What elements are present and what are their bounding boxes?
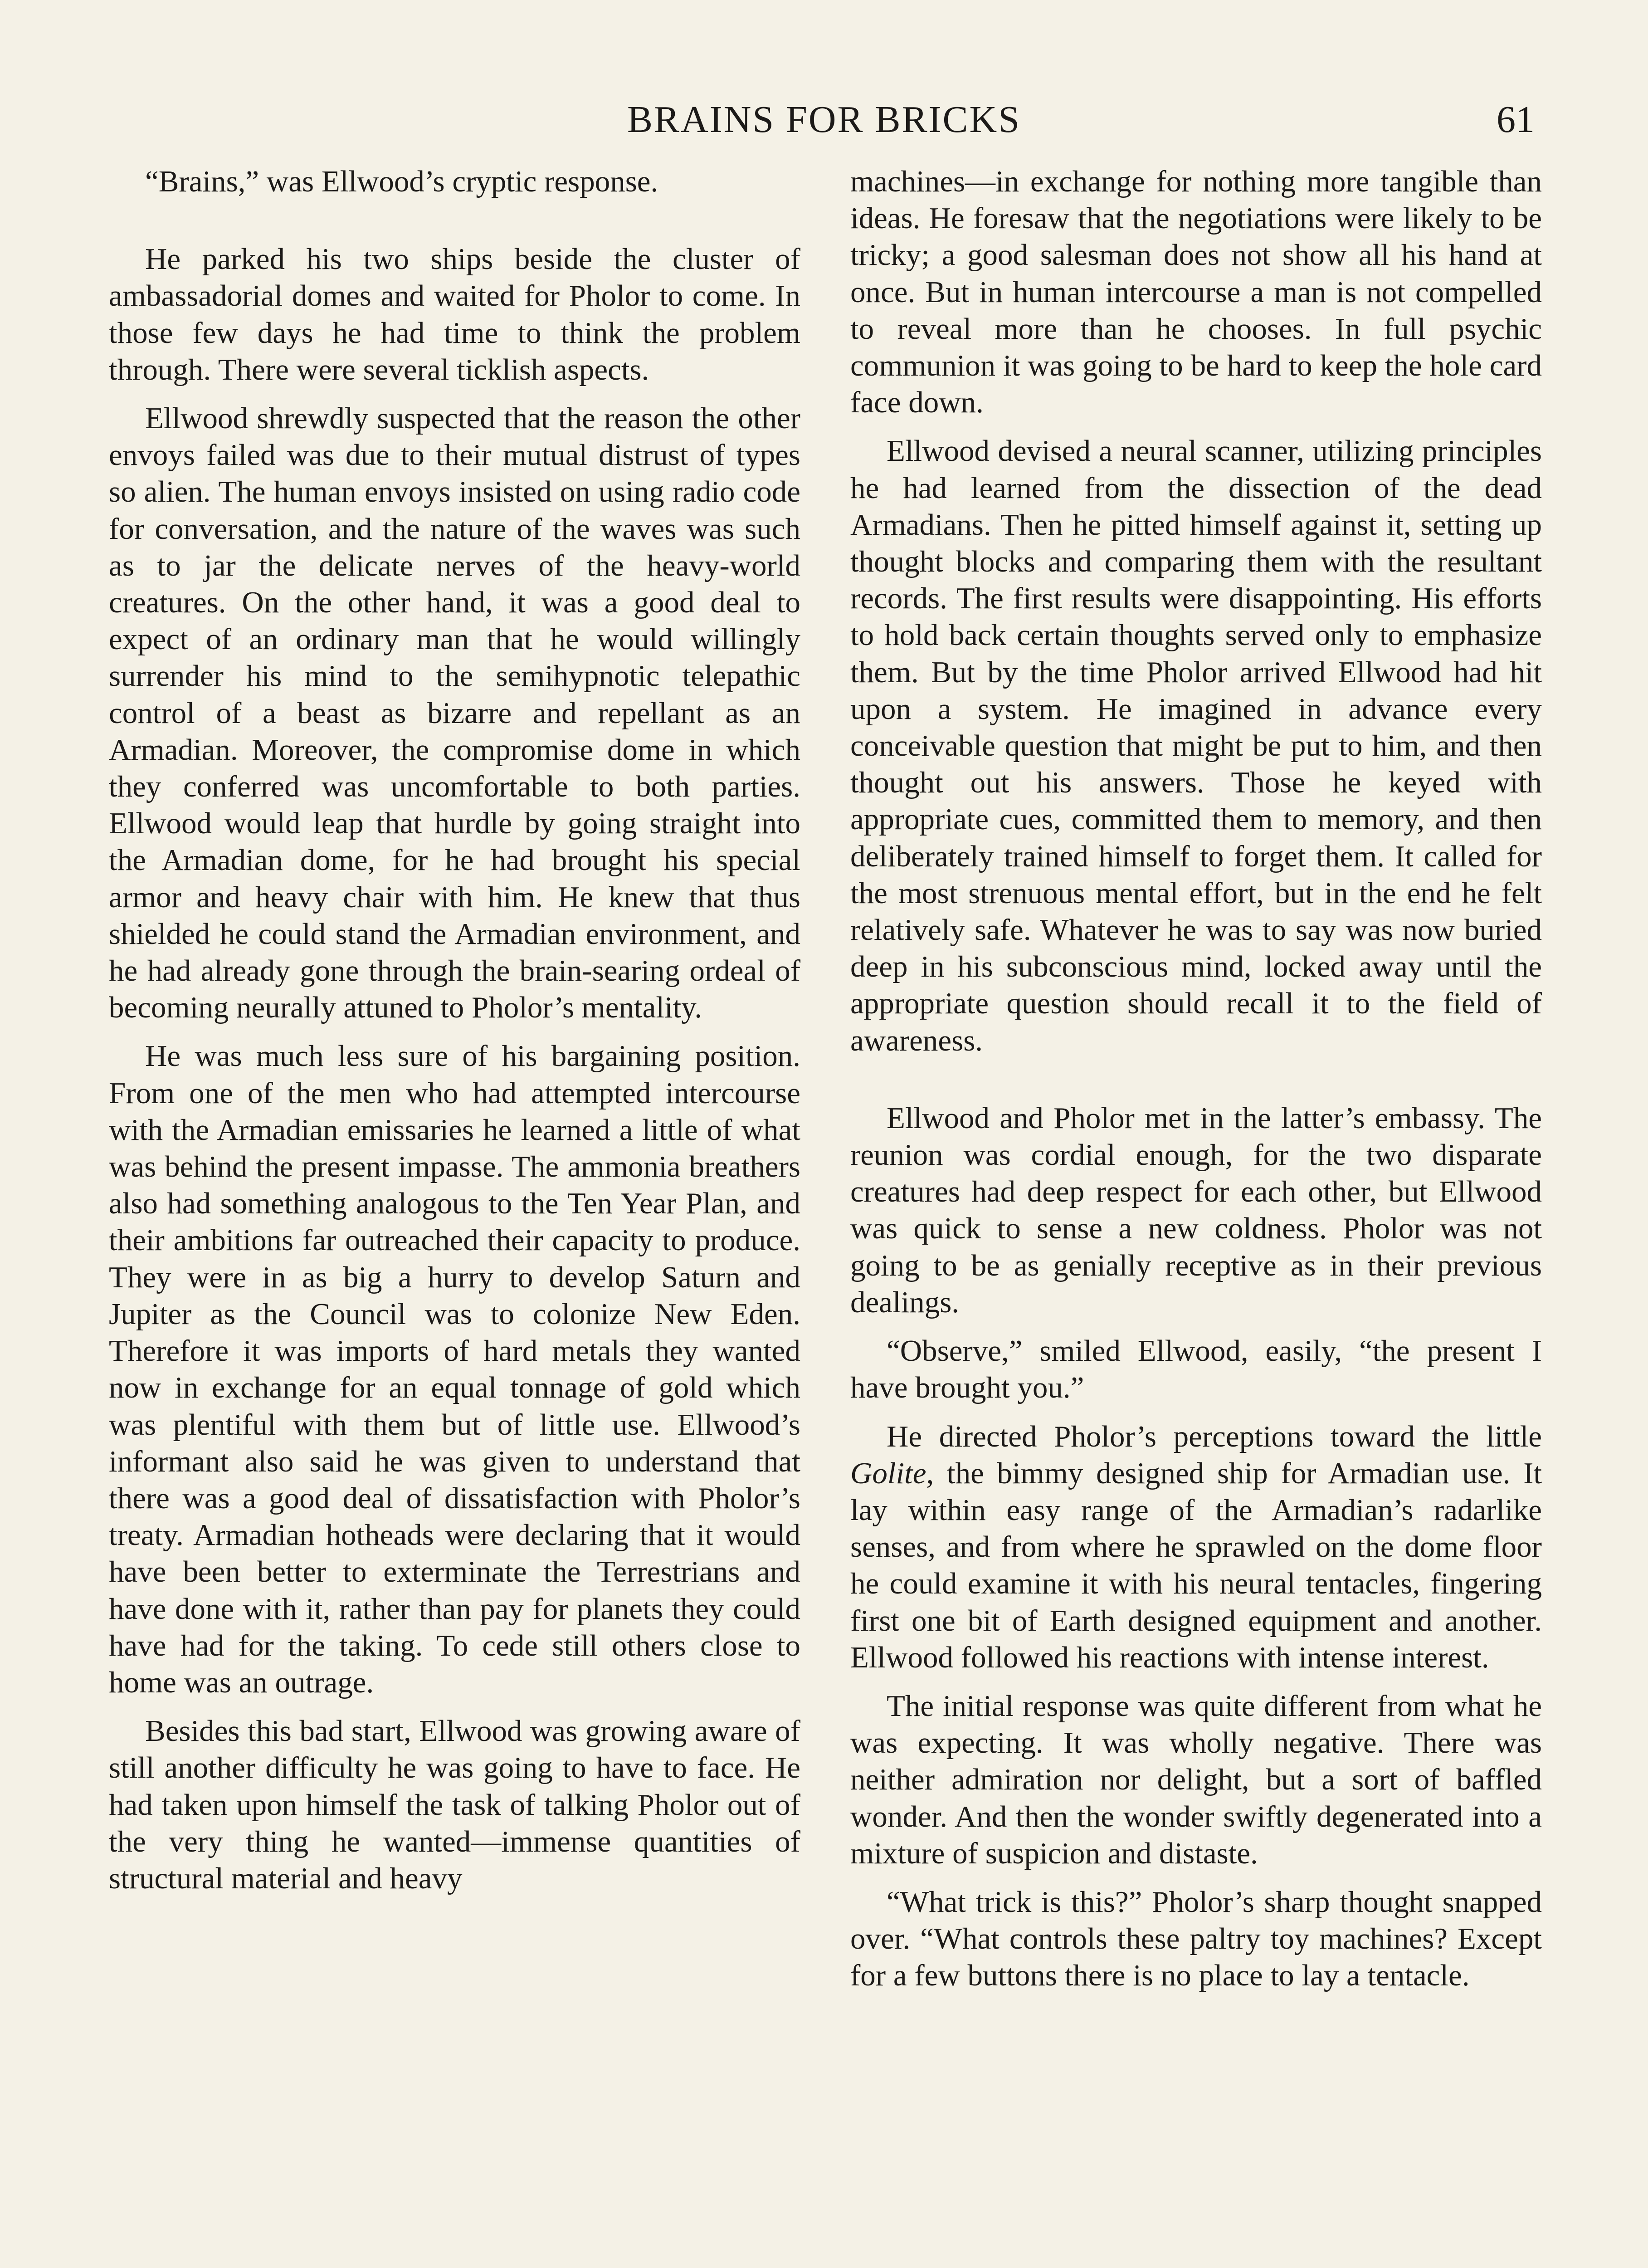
page-number: 61 bbox=[1497, 98, 1535, 141]
page-header bbox=[0, 98, 1648, 152]
paragraph: He was much less sure of his bargaining position. From one of the men who had attempted intercourse with the Armadian emissaries he learned a little of what was behind the present impasse. The ammonia breathers also had something analogous to the Ten Year Plan, and their ambitions far outreached their capacity to produce. They were in as big a hurry to develop Saturn and Jupiter as the Council was to colonize New Eden. Therefore it was imports of hard metals they wanted now in exchange for an equal tonnage of gold which was plentiful with them but of little use. Ellwood’s informant also said he was given to understand that there was a good deal of dissatisfaction with Pholor’s treaty. Armadian hotheads were declaring that it would have been better to exterminate the Terrestrians and have done with it, rather than pay for planets they could have had for the taking. To cede still others close to home was an outrage. bbox=[109, 1039, 800, 1699]
text-span: , the bimmy designed ship for Armadian use. It lay within easy range of the Armadian’s radarlike senses, and from where he sprawled on the dome floor he could examine it with his neural tentacles, fingering first one bit of Earth designed equipment and another. Ellwood followed his reactions with intense interest. bbox=[850, 1456, 1542, 1674]
paragraph: He parked his two ships beside the cluster of ambassadorial domes and waited for Pholor to come. In those few days he had time to think the problem through. There were several ticklish aspects. bbox=[109, 242, 800, 386]
paragraph: Ellwood and Pholor met in the latter’s embassy. The reunion was cordial enough, for the two disparate creatures had deep respect for each other, but Ellwood was quick to sense a new coldness. Pholor was not going to be as genially receptive as in their previous dealings. bbox=[850, 1101, 1542, 1319]
paragraph: Besides this bad start, Ellwood was growing aware of still another difficulty he was going to have to face. He had taken upon himself the task of talking Pholor out of the very thing he wanted—immense quantities of structural material and heavy bbox=[109, 1714, 800, 1895]
right-column bbox=[850, 163, 1542, 2006]
paragraph: Ellwood shrewdly suspected that the reason the other envoys failed was due to their mutual distrust of types so alien. The human envoys insisted on using radio code for conversation, and the nature of the waves was such as to jar the delicate nerves of the heavy-world creatures. On the other hand, it was a good deal to expect of an ordinary man that he would willingly surrender his mind to the semihypnotic telepathic control of a beast as bizarre and repellant as an Armadian. Moreover, the compromise dome in which they conferred was uncomfortable to both parties. Ellwood would leap that hurdle by going straight into the Armadian dome, for he had brought his special armor and heavy chair with him. He knew that thus shielded he could stand the Armadian environment, and he had already gone through the brain-searing ordeal of becoming neurally attuned to Pholor’s mentality. bbox=[109, 401, 800, 1025]
left-column bbox=[109, 163, 800, 1909]
ship-name: Golite bbox=[850, 1456, 926, 1490]
paragraph: Ellwood devised a neural scanner, utilizing principles he had learned from the dissection of the dead Armadians. Then he pitted himself against it, setting up thought blocks and comparing them with the resultant records. The first results were disappointing. His efforts to hold back certain thoughts served only to emphasize them. But by the time Pholor arrived Ellwood had hit upon a system. He imagined in advance every conceivable question that might be put to him, and then thought out his answers. Those he keyed with appropriate cues, committed them to memory, and then deliberately trained himself to forget them. It called for the most strenuous mental effort, but in the end he felt relatively safe. Whatever he was to say was now buried deep in his subconscious mind, locked away until the appropriate question should recall it to the field of awareness. bbox=[850, 434, 1542, 1057]
paragraph: The initial response was quite different from what he was expecting. It was wholly negative. There was neither admiration nor delight, but a sort of baffled wonder. And then the wonder swiftly degenerated into a mixture of suspicion and distaste. bbox=[850, 1689, 1542, 1870]
paragraph: “What trick is this?” Pholor’s sharp thought snapped over. “What controls these paltry toy machines? Except for a few buttons there is no place to lay a tentacle. bbox=[850, 1885, 1542, 1993]
text-span: He directed Pholor’s perceptions toward the little bbox=[887, 1419, 1542, 1453]
paragraph: machines—in exchange for nothing more tangible than ideas. He foresaw that the negotiations were likely to be tricky; a good salesman does not show all his hand at once. But in human intercourse a man is not compelled to reveal more than he chooses. In full psychic communion it was going to be hard to keep the hole card face down. bbox=[850, 165, 1542, 420]
running-title: BRAINS FOR BRICKS bbox=[627, 98, 1021, 141]
paragraph bbox=[850, 1418, 1542, 1676]
paragraph: “Brains,” was Ellwood’s cryptic response. bbox=[145, 165, 658, 198]
paragraph: “Observe,” smiled Ellwood, easily, “the present I have brought you.” bbox=[850, 1334, 1542, 1405]
